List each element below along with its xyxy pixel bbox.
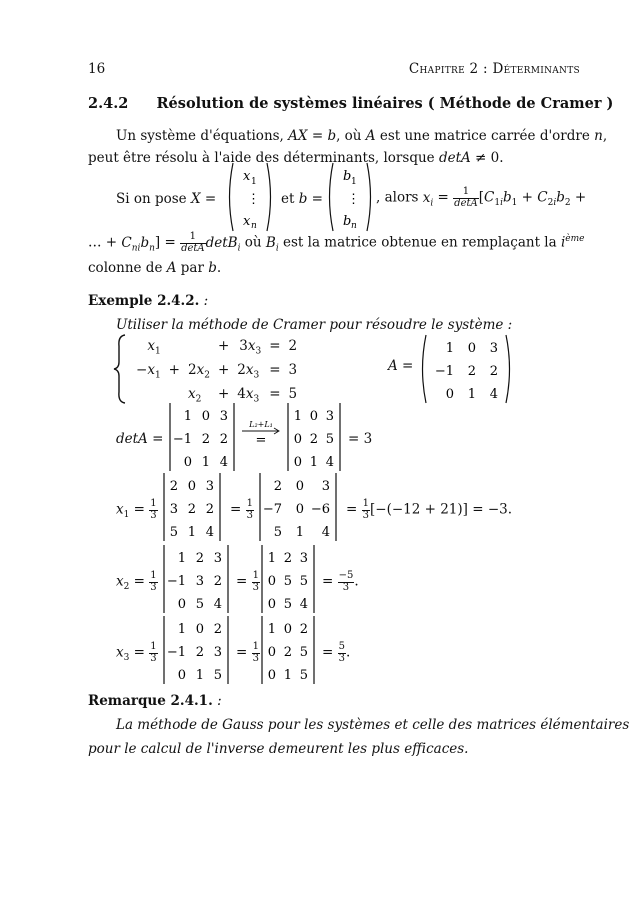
- det-a-original: [166, 402, 238, 472]
- remark-line-2: pour le calcul de l'inverse demeurent les plus efficaces.: [88, 741, 469, 757]
- svg-text:1: 1: [293, 409, 302, 424]
- vector-b: [325, 161, 375, 233]
- example-heading: Exemple 2.4.2. :: [88, 293, 209, 309]
- svg-text:1: 1: [195, 668, 204, 683]
- det-a-result: = 3: [348, 431, 373, 447]
- svg-text:5: 5: [299, 645, 308, 660]
- svg-text:2: 2: [467, 364, 476, 379]
- svg-text:0: 0: [187, 479, 196, 494]
- svg-text:0: 0: [267, 574, 276, 589]
- svg-text:4: 4: [219, 455, 228, 470]
- svg-text:2: 2: [283, 645, 292, 660]
- svg-text:5: 5: [299, 668, 308, 683]
- remark-line-1: La méthode de Gauss pour les systèmes et celle des matrices élémentaires: [116, 717, 630, 733]
- svg-text:⋮: ⋮: [347, 192, 360, 207]
- svg-text:0: 0: [183, 455, 192, 470]
- section-heading: [88, 94, 613, 114]
- intro-line-5: colonne de A par b.: [88, 260, 222, 276]
- svg-text:0: 0: [295, 479, 304, 494]
- intro-line-3-c: , alors $x_i$ = $\frac{1}{\det A}$ [$C_{1i}b_1 + C_{2i}b_2$ +: [376, 186, 587, 209]
- svg-text:2: 2: [283, 551, 292, 566]
- svg-text:1: 1: [187, 525, 196, 540]
- svg-text:3: 3: [325, 409, 334, 424]
- det-b1-reduced: [256, 472, 340, 542]
- svg-text:4: 4: [325, 455, 334, 470]
- section-number: 2.4.2: [88, 95, 129, 112]
- svg-text:4: 4: [321, 525, 330, 540]
- svg-text:5: 5: [195, 597, 204, 612]
- svg-text:⋮: ⋮: [247, 192, 260, 207]
- example-statement: Utiliser la méthode de Cramer pour résoudre le système :: [116, 317, 513, 333]
- svg-text:2: 2: [309, 432, 318, 447]
- svg-text:3: 3: [195, 574, 204, 589]
- svg-text:4: 4: [205, 525, 214, 540]
- svg-text:x: x: [243, 214, 251, 229]
- svg-text:3: 3: [489, 341, 498, 356]
- svg-text:0: 0: [309, 409, 318, 424]
- svg-text:1: 1: [201, 455, 210, 470]
- section-title: Résolution de systèmes linéaires ( Méthode de Cramer ): [156, 95, 614, 112]
- x2-eq: = $\frac{1}{3}$: [236, 570, 259, 593]
- svg-text:−7: −7: [262, 502, 282, 517]
- svg-text:0: 0: [445, 387, 454, 402]
- det-a-reduced: [284, 402, 344, 472]
- svg-text:3: 3: [213, 551, 222, 566]
- svg-text:0: 0: [293, 432, 302, 447]
- row-operation-arrow: [238, 418, 284, 448]
- linear-system: $x_1$ + $3x_3$ = 2 $-x_1$ + $2x_2$ + $2x_3$ = 3 $x_2$ + $4x_3$ = 5: [136, 337, 298, 405]
- svg-text:1: 1: [267, 551, 276, 566]
- svg-text:2: 2: [205, 502, 214, 517]
- matrix-a-label: A =: [388, 358, 414, 374]
- intro-line-2: peut être résolu à l'aide des déterminants, lorsque detA ≠ 0.: [88, 150, 504, 166]
- svg-text:2: 2: [299, 622, 308, 637]
- svg-text:0: 0: [295, 502, 304, 517]
- svg-text:5: 5: [299, 574, 308, 589]
- svg-text:0: 0: [177, 597, 186, 612]
- svg-text:L₂+L₁: L₂+L₁: [249, 420, 273, 429]
- svg-text:2: 2: [187, 502, 196, 517]
- svg-text:5: 5: [283, 597, 292, 612]
- det-b1: [160, 472, 224, 542]
- svg-text:=: =: [255, 433, 267, 448]
- svg-text:1: 1: [267, 622, 276, 637]
- svg-text:3: 3: [213, 645, 222, 660]
- running-header: Chapitre 2 : Déterminants: [408, 61, 580, 77]
- svg-text:0: 0: [283, 622, 292, 637]
- x1-result: = $\frac{1}{3}$ [−(−12 + 21)] = −3.: [346, 498, 513, 521]
- svg-text:0: 0: [293, 455, 302, 470]
- x3-label: $x_3$ = $\frac{1}{3}$: [116, 641, 157, 664]
- x3-eq: = $\frac{1}{3}$: [236, 641, 259, 664]
- svg-text:2: 2: [195, 551, 204, 566]
- svg-text:1: 1: [177, 551, 186, 566]
- intro-line-3-b: et b =: [281, 191, 323, 207]
- svg-text:5: 5: [283, 574, 292, 589]
- x2-label: $x_2$ = $\frac{1}{3}$: [116, 570, 157, 593]
- svg-text:2: 2: [219, 432, 228, 447]
- intro-line-3-a: Si on pose X =: [116, 191, 217, 207]
- svg-text:3: 3: [219, 409, 228, 424]
- svg-text:3: 3: [169, 502, 178, 517]
- svg-text:1: 1: [251, 177, 257, 187]
- svg-text:4: 4: [213, 597, 222, 612]
- svg-text:−6: −6: [310, 502, 330, 517]
- det-b2: [160, 544, 232, 614]
- x1-eq: = $\frac{1}{3}$: [230, 498, 253, 521]
- svg-text:1: 1: [295, 525, 304, 540]
- svg-text:5: 5: [169, 525, 178, 540]
- svg-text:1: 1: [309, 455, 318, 470]
- remark-heading: Remarque 2.4.1. :: [88, 693, 222, 709]
- svg-text:n: n: [351, 221, 357, 231]
- svg-text:3: 3: [299, 551, 308, 566]
- system-brace: [112, 334, 128, 404]
- x2-result: = $\frac{-5}{3}$ .: [322, 570, 359, 593]
- intro-line-1: Un système d'équations, AX = b, où A est une matrice carrée d'ordre n,: [116, 128, 608, 144]
- svg-text:0: 0: [177, 668, 186, 683]
- svg-text:2: 2: [213, 574, 222, 589]
- svg-text:0: 0: [267, 668, 276, 683]
- intro-line-4: … + $C_{ni}b_n$] = $\frac{1}{\det A}$ detB$_i$ où $B_i$ est la matrice obtenue en remplaçant la $i^{ème}$: [88, 231, 585, 254]
- svg-text:1: 1: [351, 177, 357, 187]
- svg-text:5: 5: [325, 432, 334, 447]
- svg-text:1: 1: [445, 341, 454, 356]
- x1-label: $x_1$ = $\frac{1}{3}$: [116, 498, 157, 521]
- svg-text:b: b: [343, 169, 352, 184]
- svg-text:2: 2: [195, 645, 204, 660]
- det-a-label: detA =: [116, 431, 164, 447]
- svg-text:−1: −1: [166, 645, 186, 660]
- svg-text:4: 4: [489, 387, 498, 402]
- page-number: 16: [88, 61, 106, 77]
- svg-text:2: 2: [273, 479, 282, 494]
- svg-text:0: 0: [195, 622, 204, 637]
- svg-text:1: 1: [177, 622, 186, 637]
- svg-text:2: 2: [489, 364, 498, 379]
- svg-text:−1: −1: [434, 364, 454, 379]
- det-b3-reduced: [258, 615, 318, 685]
- svg-text:5: 5: [213, 668, 222, 683]
- det-b2-reduced: [258, 544, 318, 614]
- det-b3: [160, 615, 232, 685]
- svg-text:1: 1: [467, 387, 476, 402]
- svg-text:3: 3: [205, 479, 214, 494]
- svg-text:0: 0: [267, 645, 276, 660]
- svg-text:1: 1: [183, 409, 192, 424]
- svg-text:3: 3: [321, 479, 330, 494]
- svg-text:−1: −1: [166, 574, 186, 589]
- svg-text:−1: −1: [172, 432, 192, 447]
- svg-text:2: 2: [213, 622, 222, 637]
- svg-text:0: 0: [267, 597, 276, 612]
- svg-text:2: 2: [201, 432, 210, 447]
- svg-text:4: 4: [299, 597, 308, 612]
- svg-text:1: 1: [283, 668, 292, 683]
- svg-text:n: n: [251, 221, 257, 231]
- svg-text:0: 0: [467, 341, 476, 356]
- x3-result: = $\frac{5}{3}$ .: [322, 641, 351, 664]
- svg-text:x: x: [243, 169, 251, 184]
- svg-text:2: 2: [169, 479, 178, 494]
- svg-text:0: 0: [201, 409, 210, 424]
- matrix-a: [418, 334, 514, 404]
- vector-x: [225, 161, 275, 233]
- svg-text:b: b: [343, 214, 352, 229]
- svg-text:5: 5: [273, 525, 282, 540]
